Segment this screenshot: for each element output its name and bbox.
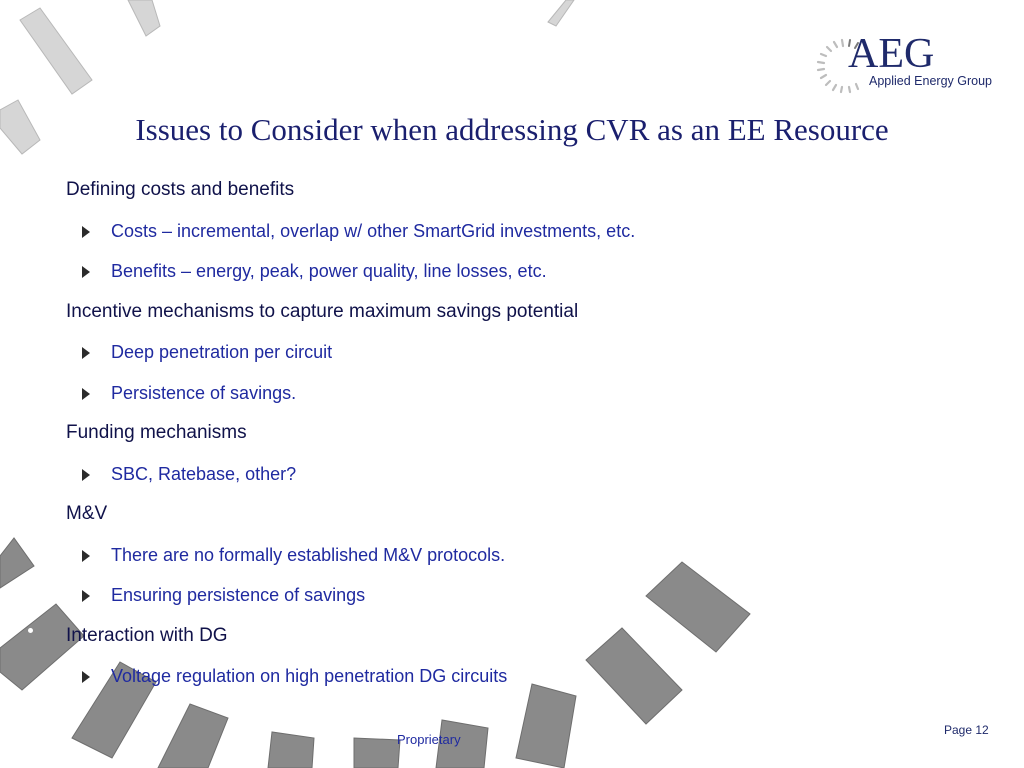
bullet-item	[66, 257, 966, 298]
bullet-text: Voltage regulation on high penetration DG circuits	[111, 666, 508, 686]
section-heading: Funding mechanisms	[66, 422, 247, 443]
bullet-triangle-icon	[82, 388, 90, 400]
bullet-text: Costs – incremental, overlap w/ other SmartGrid investments, etc.	[111, 220, 636, 241]
bullet-text: Deep penetration per circuit	[111, 342, 333, 362]
section-heading: Interaction with DG	[66, 624, 228, 646]
bullet-text: Ensuring persistence of savings	[111, 585, 366, 605]
bullet-triangle-icon	[82, 671, 90, 683]
bullet-item	[66, 460, 966, 501]
bullet-triangle-icon	[82, 226, 90, 238]
decorative-dot	[28, 628, 33, 633]
bullet-text: SBC, Ratebase, other?	[111, 463, 297, 484]
logo-name: AEG	[848, 31, 935, 77]
bullet-text: Persistence of savings.	[111, 382, 297, 403]
bullet-item	[66, 662, 966, 703]
bullet-triangle-icon	[82, 550, 90, 562]
bullet-triangle-icon	[82, 347, 90, 359]
content-list	[66, 176, 966, 703]
bullet-triangle-icon	[82, 469, 90, 481]
bullet-item	[66, 338, 966, 379]
bullet-item	[66, 379, 966, 420]
bullet-item	[66, 217, 966, 258]
bullet-triangle-icon	[82, 266, 90, 278]
section-heading: M&V	[66, 503, 108, 524]
page-number: Page 12	[944, 723, 989, 737]
bullet-item	[66, 541, 966, 582]
section-heading: Defining costs and benefits	[66, 179, 295, 200]
bullet-item	[66, 581, 966, 622]
slide-title: Issues to Consider when addressing CVR as an EE Resource	[135, 112, 889, 147]
footer-proprietary: Proprietary	[397, 732, 461, 747]
bullet-triangle-icon	[82, 590, 90, 602]
bullet-text: There are no formally established M&V protocols.	[111, 544, 506, 565]
bullet-text: Benefits – energy, peak, power quality, line losses, etc.	[111, 261, 547, 281]
section-heading: Incentive mechanisms to capture maximum savings potential	[66, 300, 579, 322]
logo-subtitle: Applied Energy Group	[869, 74, 992, 88]
